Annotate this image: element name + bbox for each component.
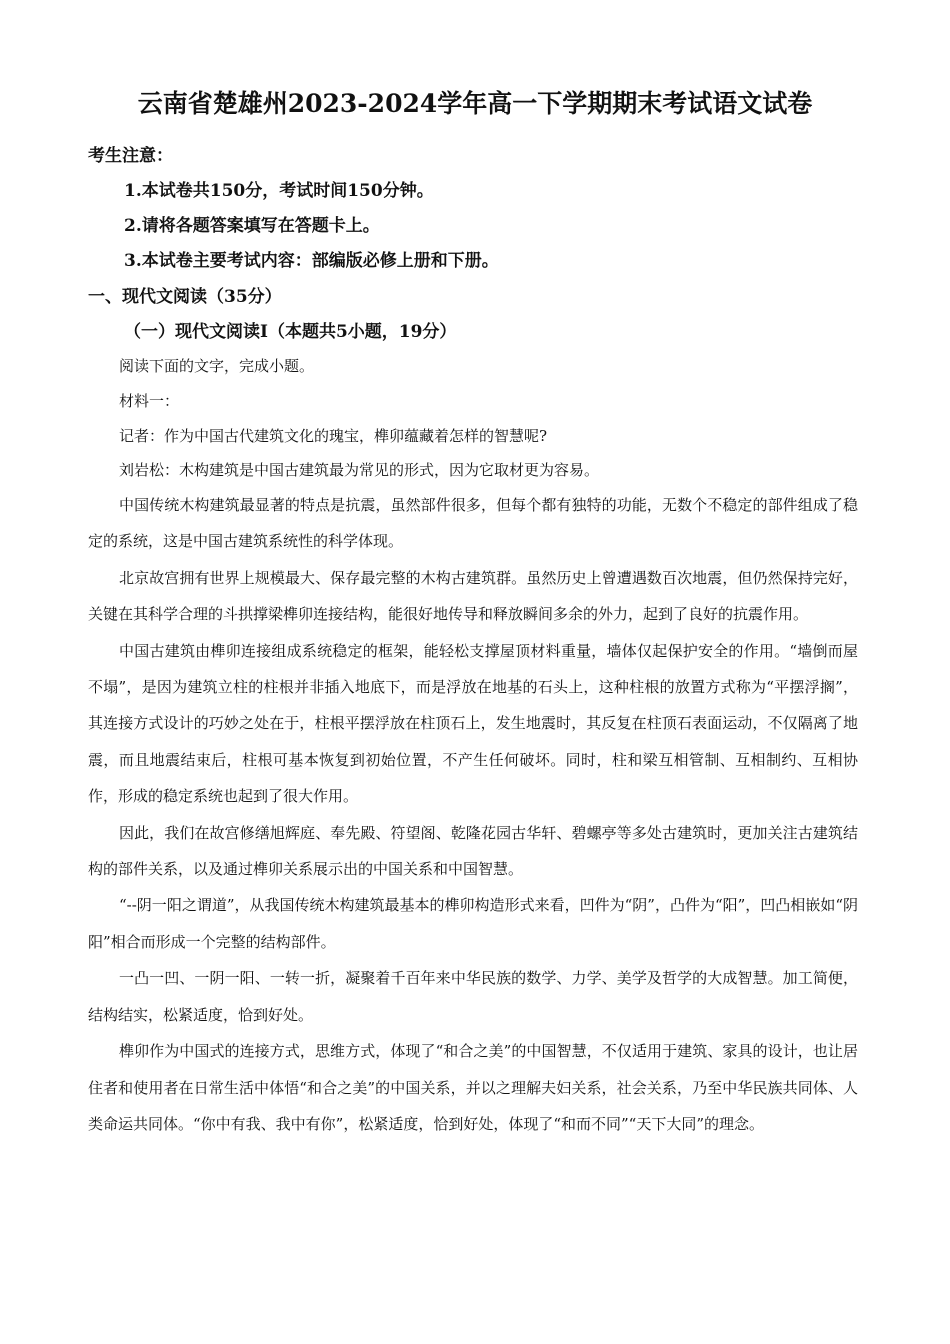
passage-paragraph: 中国古建筑由榫卯连接组成系统稳定的框架，能轻松支撑屋顶材料重量，墙体仅起保护安全的作用。“墙倒而屋不塌”，是因为建筑立柱的柱根并非插入地底下，而是浮放在地基的石头上，这种柱根的放置方式称为“平摆浮搁”，其连接方式设计的巧妙之处在于，柱根平摆浮放在柱顶石上，发生地震时，其反复在柱顶石表面运动，不仅隔离了地震，而且地震结束后，柱根可基本恢复到初始位置，不产生任何破坏。同时，柱和梁互相管制、互相制约、互相协作，形成的稳定系统也起到了很大作用。	[88, 641, 858, 806]
notice-item-3: 3.本试卷主要考试内容：部编版必修上册和下册。	[124, 251, 499, 271]
interview-question: 记者：作为中国古代建筑文化的瑰宝，榫卯蕴藏着怎样的智慧呢?	[119, 427, 548, 445]
passage-paragraph: 北京故宫拥有世界上规模最大、保存最完整的木构古建筑群。虽然历史上曾遭遇数百次地震，但仍然保持完好，关键在其科学合理的斗拱撑梁榫卯连接结构，能很好地传导和释放瞬间多余的外力，起到了良好的抗震作用。	[88, 568, 858, 624]
material-label: 材料一：	[119, 392, 180, 410]
passage-paragraph: 因此，我们在故宫修缮旭辉庭、奉先殿、符望阁、乾隆花园古华轩、碧螺亭等多处古建筑时，更加关注古建筑结构的部件关系，以及通过榫卯关系展示出的中国关系和中国智慧。	[88, 823, 858, 879]
subsection-heading: （一）现代文阅读Ⅰ（本题共5小题，19分）	[124, 322, 457, 342]
notice-item-2: 2.请将各题答案填写在答题卡上。	[124, 216, 380, 236]
notice-item-1: 1.本试卷共150分，考试时间150分钟。	[124, 181, 434, 201]
passage-paragraph: 中国传统木构建筑最显著的特点是抗震，虽然部件很多，但每个都有独特的功能，无数个不稳定的部件组成了稳定的系统，这是中国古建筑系统性的科学体现。	[88, 496, 858, 551]
page-title: 云南省楚雄州2023-2024学年高一下学期期末考试语文试卷	[137, 89, 813, 118]
passage-paragraph: 一凸一凹、一阴一阳、一转一折，凝聚着千百年来中华民族的数学、力学、美学及哲学的大成智慧。加工简便，结构结实，松紧适度，恰到好处。	[88, 969, 858, 1024]
section-heading: 一、现代文阅读（35分）	[88, 287, 282, 307]
passage-body	[88, 487, 858, 1142]
reading-instruction: 阅读下面的文字，完成小题。	[119, 357, 315, 375]
passage-paragraph: “--阴一阳之谓道”，从我国传统木构建筑最基本的榫卯构造形式来看，凹件为“阴”，凸件为“阳”，凹凸相嵌如“阴阳”相合而形成一个完整的结构部件。	[88, 896, 858, 951]
interview-answer: 刘岩松：木构建筑是中国古建筑最为常见的形式，因为它取材更为容易。	[119, 461, 600, 479]
notice-heading: 考生注意：	[88, 146, 173, 166]
passage-paragraph: 榫卯作为中国式的连接方式，思维方式，体现了“和合之美”的中国智慧，不仅适用于建筑、家具的设计，也让居住者和使用者在日常生活中体悟“和合之美”的中国关系，并以之理解夫妇关系，社会关系，乃至中华民族共同体、人类命运共同体。“你中有我、我中有你”，松紧适度，恰到好处，体现了“和而不同”“天下大同”的理念。	[88, 1042, 858, 1133]
